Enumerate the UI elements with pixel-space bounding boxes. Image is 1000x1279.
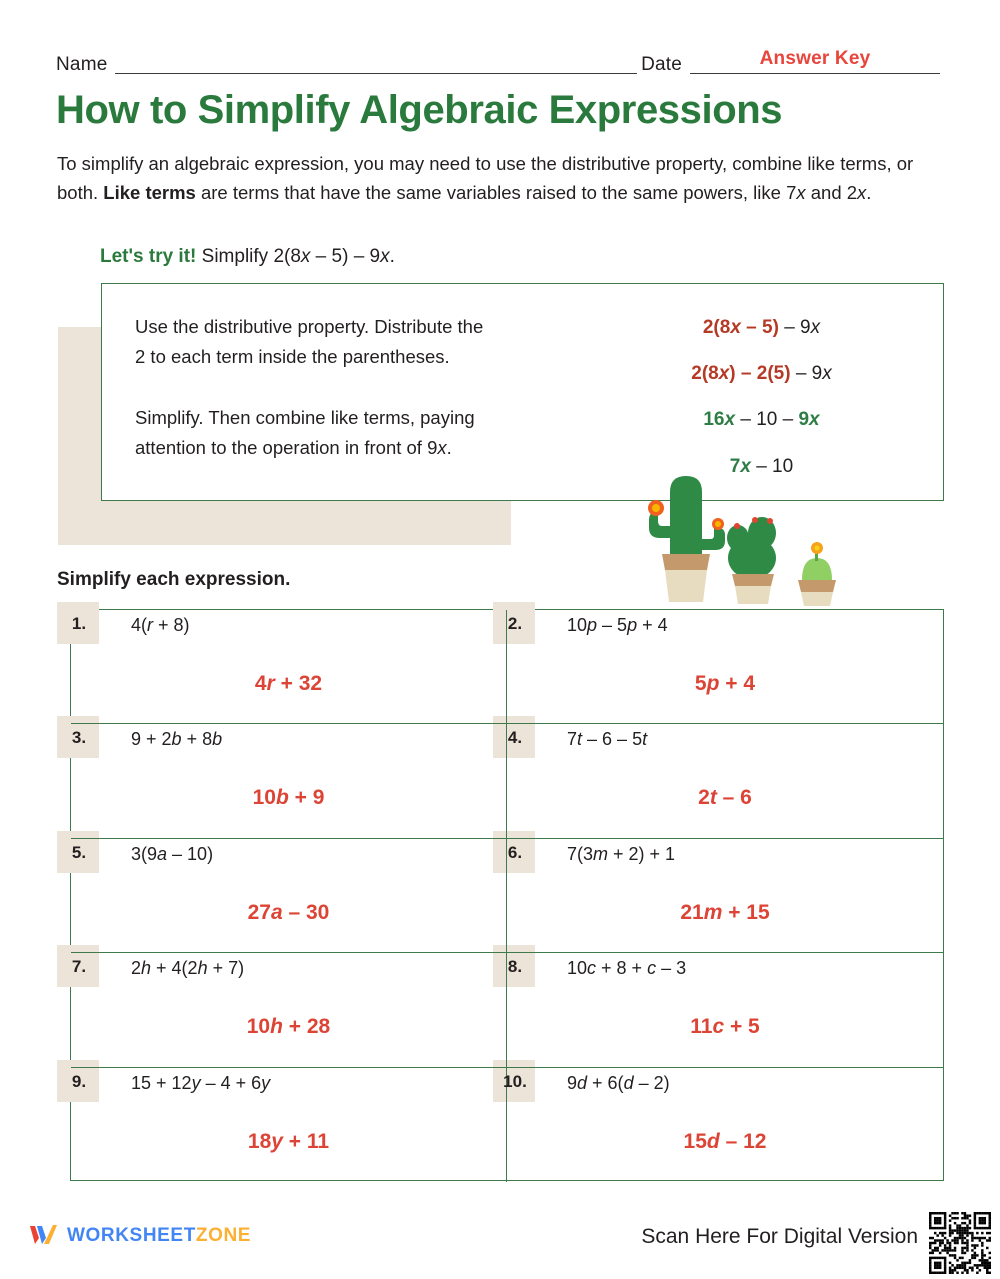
example-step-1-line-2: 2 to each term inside the parentheses. xyxy=(135,346,450,367)
page-title: How to Simplify Algebraic Expressions xyxy=(56,88,783,132)
example-work-3-tail: 9x xyxy=(798,409,820,430)
answer-key-text: Answer Key xyxy=(759,48,871,69)
problem-expression: 15 + 12y – 4 + 6y xyxy=(131,1072,271,1093)
intro-var-x1: x xyxy=(796,182,806,203)
large-cactus-icon xyxy=(648,476,725,602)
problem-number: 9. xyxy=(71,1071,87,1091)
name-label: Name xyxy=(56,54,108,75)
problem-expression: 7(3m + 2) + 1 xyxy=(567,843,676,864)
try-it-prompt-1: Simplify 2(8 xyxy=(196,246,301,267)
problem-cell xyxy=(71,1068,507,1182)
problem-answer: 11c + 5 xyxy=(690,1015,760,1039)
intro-text-1: To simplify an algebraic expression, you may need to use the distributive property, combine like terms, or both. xyxy=(57,153,914,203)
problem-answer: 4r + 32 xyxy=(254,672,323,695)
prickly-pear-cactus-icon xyxy=(727,517,776,604)
date-label: Date xyxy=(641,54,682,75)
problem-number: 1. xyxy=(71,614,87,633)
problem-number: 10. xyxy=(503,1071,527,1091)
section-heading: Simplify each expression. xyxy=(57,569,291,590)
logo-wordmark xyxy=(67,1225,251,1247)
problem-cell xyxy=(71,724,507,837)
logo-mark-icon xyxy=(28,1218,58,1253)
problem-cell xyxy=(503,1068,943,1182)
problem-answer: 18y + 11 xyxy=(247,1129,330,1153)
intro-text-4: . xyxy=(866,182,872,203)
try-it-prompt-2: – 5) – 9 xyxy=(310,246,381,267)
problem-answer: 27a – 30 xyxy=(247,900,330,924)
problem-answer: 10b + 9 xyxy=(252,786,325,810)
example-step-1-line-1: Use the distributive property. Distribute the xyxy=(135,316,484,337)
problem-answer: 2t – 6 xyxy=(698,786,752,810)
problem-expression: 2h + 4(2h + 7) xyxy=(131,958,245,979)
table-row xyxy=(71,953,943,1067)
lets-try-it-line xyxy=(100,246,395,268)
problem-expression: 3(9a – 10) xyxy=(131,843,214,864)
example-work-line-3 xyxy=(602,405,921,435)
small-cactus-icon xyxy=(798,542,836,606)
logo-word-worksheet: WORKSHEET xyxy=(67,1224,196,1246)
scan-here-text: Scan Here For Digital Version xyxy=(641,1225,918,1248)
problem-expression: 7t – 6 – 5t xyxy=(567,729,648,750)
problem-expression: 10c + 8 + c – 3 xyxy=(567,958,687,979)
problem-cell xyxy=(507,610,943,723)
problem-expression: 9 + 2b + 8b xyxy=(131,729,223,750)
problem-cell xyxy=(507,953,943,1066)
problem-number: 3. xyxy=(71,728,87,748)
lets-try-it-label: Let's try it! xyxy=(100,246,197,267)
intro-bold-like-terms: Like terms xyxy=(103,182,196,203)
try-it-var-2: x xyxy=(380,246,390,267)
example-work-line-1 xyxy=(602,313,921,343)
logo-word-zone: ZONE xyxy=(195,1224,252,1246)
problem-number: 7. xyxy=(71,957,87,977)
example-work-1-rest: – 9x xyxy=(778,317,821,338)
qr-code[interactable] xyxy=(929,1212,991,1274)
problem-cell xyxy=(71,839,507,952)
problem-cell xyxy=(71,953,507,1066)
name-blank-line[interactable] xyxy=(115,72,637,74)
problem-number: 4. xyxy=(507,728,523,748)
example-step-2-line-1: Simplify. Then combine like terms, paying xyxy=(135,407,475,428)
cactus-flower-icon xyxy=(712,518,724,530)
problem-answer: 21m + 15 xyxy=(680,900,770,924)
worked-example-steps xyxy=(102,284,602,500)
table-row xyxy=(71,610,943,724)
problem-number: 8. xyxy=(507,957,523,977)
problem-cell xyxy=(507,839,943,952)
name-date-row xyxy=(56,50,944,78)
problems-table xyxy=(70,609,944,1181)
problem-cell xyxy=(507,724,943,837)
try-it-prompt-3: . xyxy=(389,246,395,267)
worksheet-zone-logo[interactable] xyxy=(28,1218,251,1253)
table-row xyxy=(71,724,943,838)
example-work-3-mid: – 10 – xyxy=(735,409,799,430)
example-step-1 xyxy=(135,312,602,372)
problem-cell xyxy=(71,610,507,723)
problem-expression: 10p – 5p + 4 xyxy=(567,615,668,635)
problem-answer: 5p + 4 xyxy=(694,672,756,695)
problem-answer: 10h + 28 xyxy=(246,1015,331,1039)
table-row xyxy=(71,839,943,953)
example-work-line-2 xyxy=(602,359,921,389)
example-work-4-highlight: 7x xyxy=(729,456,751,477)
try-it-var-1: x xyxy=(300,246,311,267)
date-blank-line[interactable] xyxy=(690,48,940,74)
cactus-illustration xyxy=(640,462,855,610)
intro-var-x2: x xyxy=(857,182,867,203)
intro-text-2: are terms that have the same variables raised to the same powers, like 7 xyxy=(195,182,797,203)
intro-paragraph xyxy=(57,149,949,207)
problem-number: 6. xyxy=(507,842,523,862)
cactus-flower-icon xyxy=(648,500,664,516)
example-work-1-highlight: 2(8x – 5) xyxy=(702,317,779,338)
example-step-2-line-2: attention to the operation in front of 9x. xyxy=(135,437,452,458)
example-work-4-rest: – 10 xyxy=(750,456,794,477)
table-row xyxy=(71,1068,943,1182)
problem-expression: 4(r + 8) xyxy=(131,615,190,635)
cactus-flower-icon xyxy=(811,542,823,554)
problem-answer: 15d – 12 xyxy=(683,1129,767,1153)
example-work-2-rest: – 9x xyxy=(790,363,832,384)
problem-number: 2. xyxy=(507,614,523,633)
problem-number: 5. xyxy=(71,842,87,862)
intro-text-3: and 2 xyxy=(805,182,858,203)
problem-expression: 9d + 6(d – 2) xyxy=(567,1072,670,1093)
example-work-3-highlight: 16x xyxy=(703,409,736,430)
example-step-2 xyxy=(135,403,602,463)
example-work-2-highlight: 2(8x) – 2(5) xyxy=(691,363,791,384)
